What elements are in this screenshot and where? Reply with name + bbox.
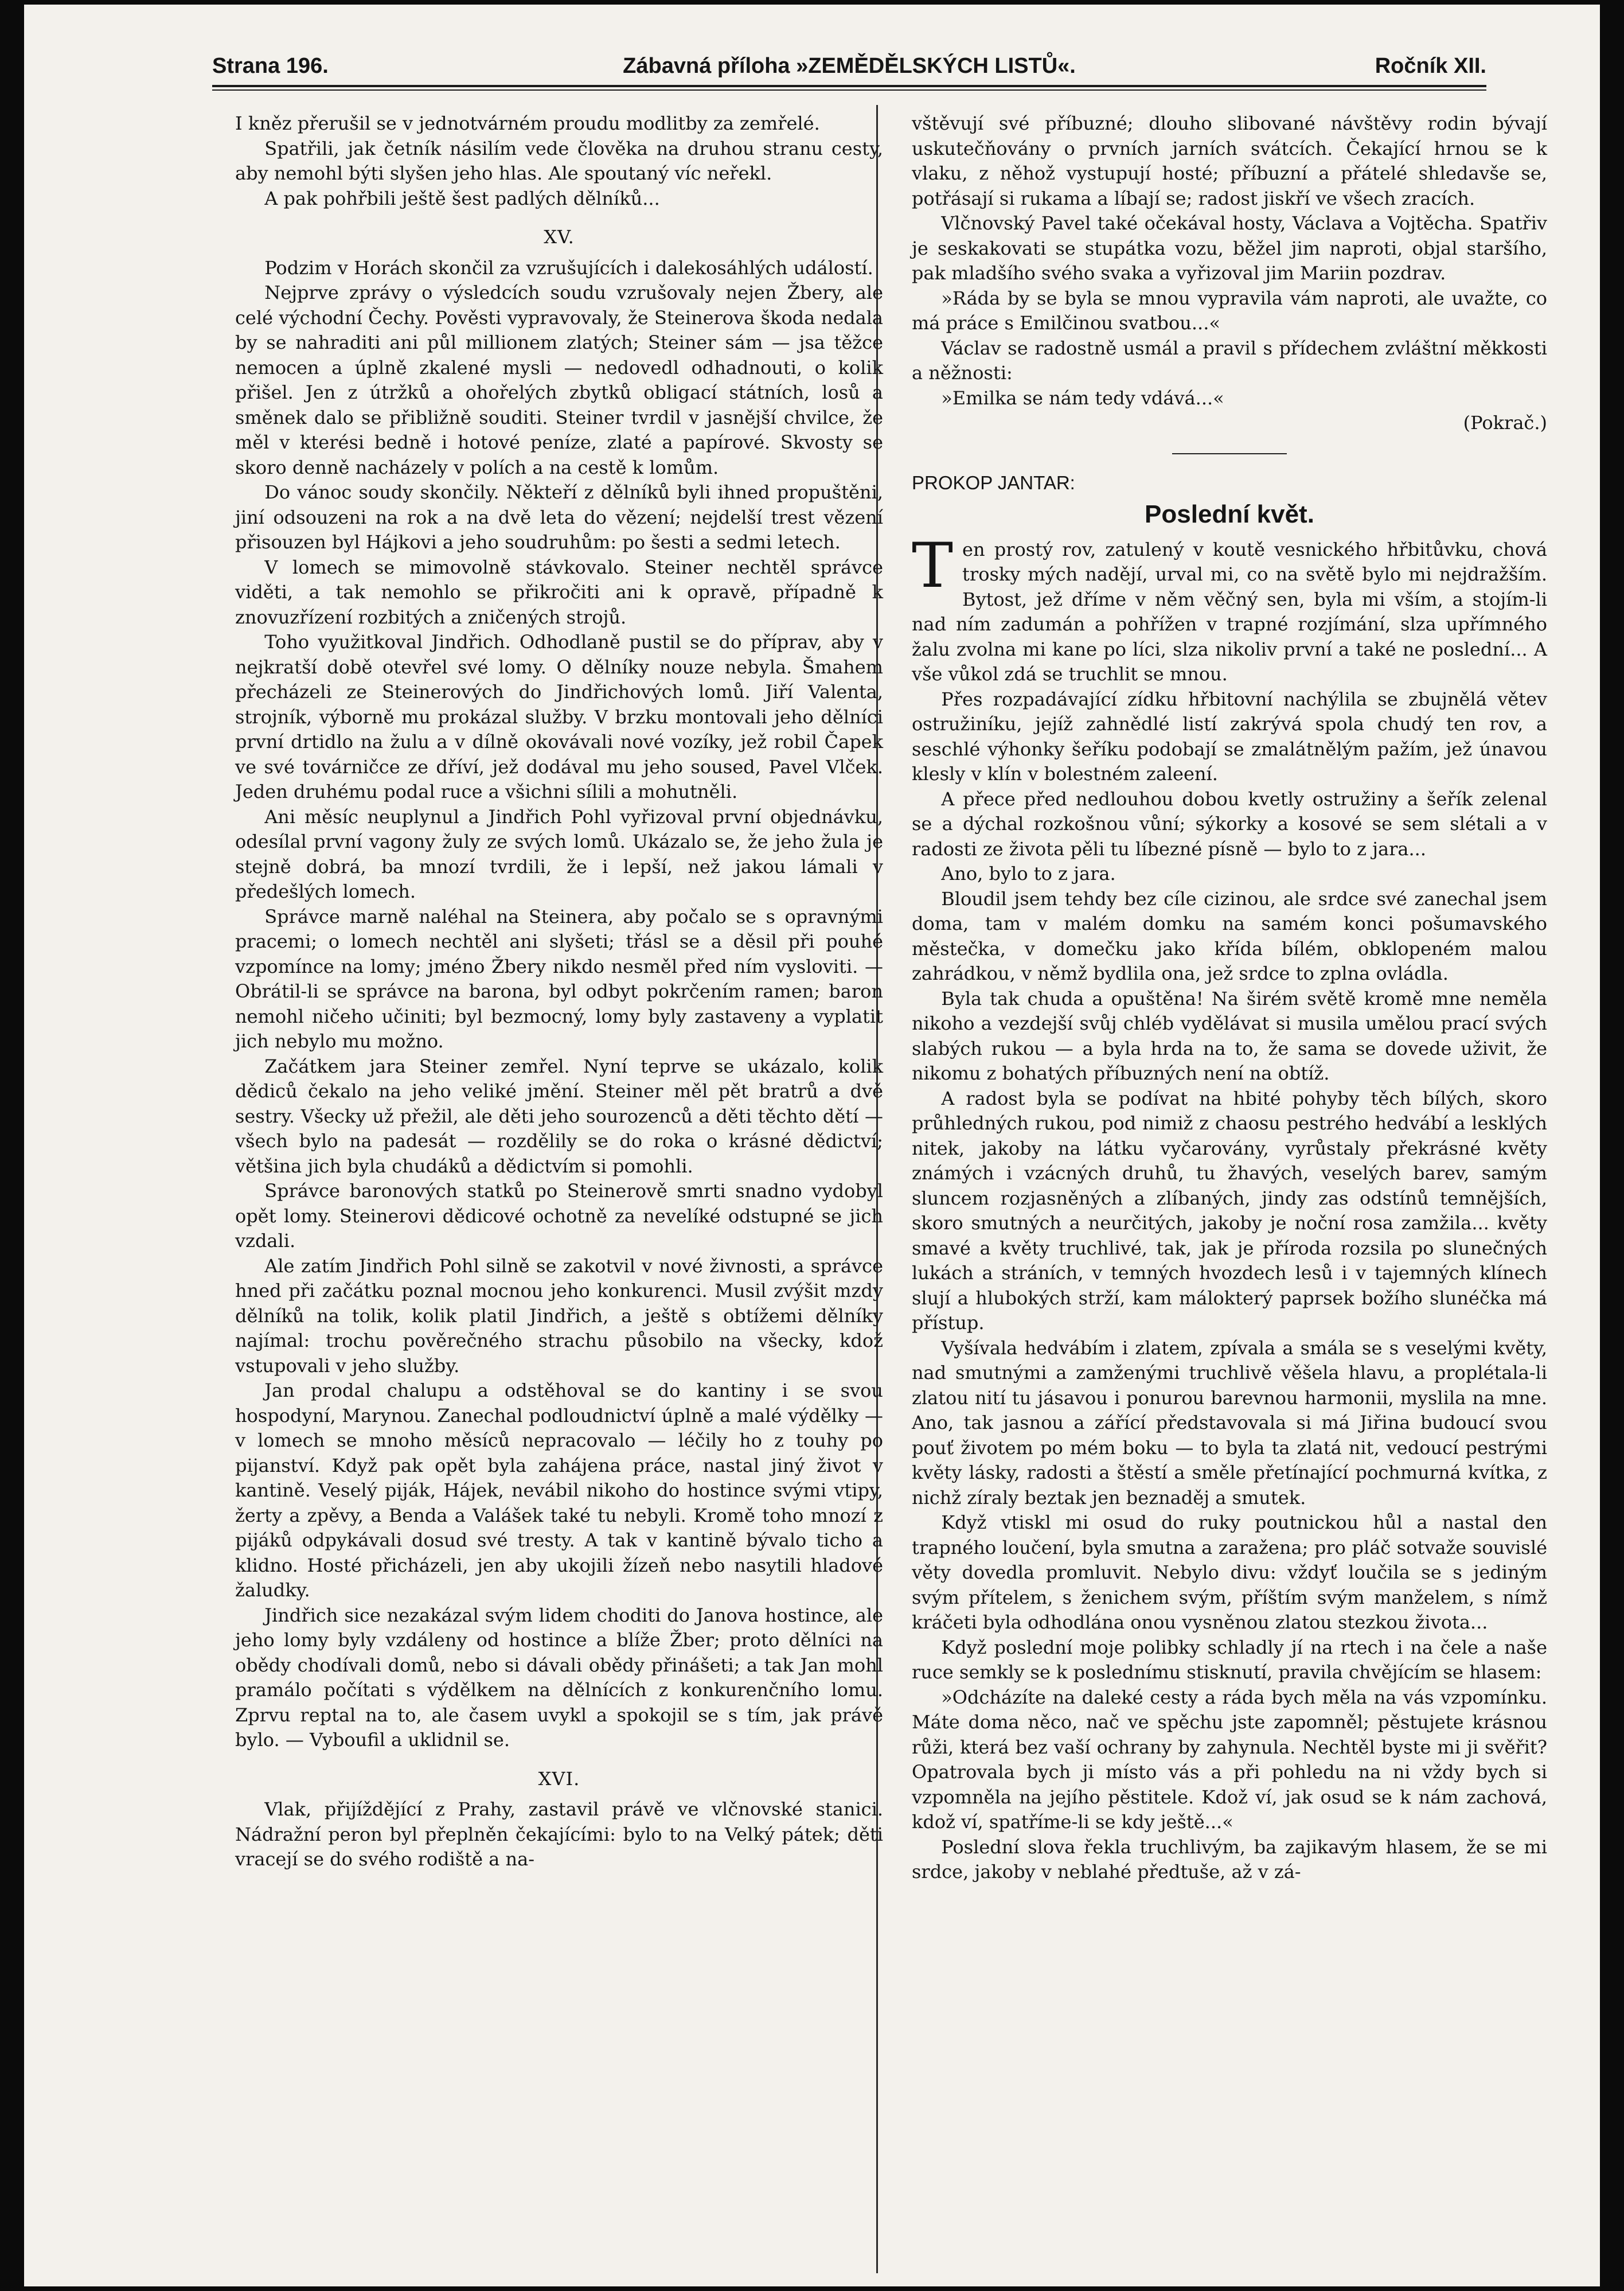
paragraph: »Ráda by se byla se mnou vypravila vám naproti, ale uvažte, co má práce s Emilčinou svatbou...« bbox=[912, 287, 1547, 334]
section-heading-xvi: XVI. bbox=[538, 1767, 580, 1790]
paragraph: »Odcházíte na daleké cesty a ráda bych měla na vás vzpomínku. Máte doma něco, nač ve spěchu jste zapomněl; pěstujete krásnou růži, která bez vaší ochrany by zahynula. Nechtěl byste mi ji svěřit? Opatrovala bych ji místo vás a při pohledu na ni vždy bych si vzpomněla na jejího pěstitele. Kdož ví, jak osud se k nám zachová, kdož ví, spatříme-li se kdy ještě...« bbox=[912, 1686, 1547, 1833]
paragraph: Spatřili, jak četník násilím vede člověka na druhou stranu cesty, aby nemohl býti slyšen jeho hlas. Ale spoutaný víc neřekl. bbox=[235, 137, 883, 184]
paragraph: Když vtiskl mi osud do ruky poutnickou hůl a nastal den trapného loučení, byla smutna a zaražena; pro pláč sotvaže souvislé věty dovedla promluvit. Nebylo divu: vždyť loučila se s jediným svým přítelem, s ženichem svým, příštím svým manželem, s nímž kráčeti byla odhodlána onou vysněnou zlatou stezkou života... bbox=[912, 1511, 1547, 1633]
paragraph: Ale zatím Jindřich Pohl silně se zakotvil v nové živnosti, a správce hned při začátku poznal mocnou jeho konkurenci. Musil zvýšit mzdy dělníků na tolik, kolik platil Jindřich, a ještě s obtížemi dělníky najímal: trochu pověrečného strachu působilo na všecky, kdož vstupovali v jeho služby. bbox=[235, 1254, 883, 1377]
paragraph: Nejprve zprávy o výsledcích soudu vzrušovaly nejen Žbery, ale celé východní Čechy. Pověsti vypravovaly, že Steinerova škoda nedala by se nahraditi ani půl millionem zlatých; Steiner sám — jsa těžce nemocen a úplně zkalené mysli — nedovedl odhadnouti, o kolik přišel. Jen z útržků a ohořelých zbytků obligací státních, losů a směnek dalo se přibližně souditi. Steiner tvrdil v jasnější chvilce, že měl v kterési bedně i hotové peníze, zlaté a papírové. Skvosty se skoro denně nacházely v polích a na cestě k lomům. bbox=[235, 282, 883, 478]
drop-cap: T bbox=[912, 529, 954, 602]
paragraph: Toho využitkoval Jindřich. Odhodlaně pustil se do příprav, aby v nejkratší době otevřel své lomy. O dělníky nouze nebyla. Šmahem přecházeli ze Steinerových do Jindřichových lomů. Jiří Valenta, strojník, výborně mu prokázal služby. V brzku montovali jeho dělníci první drtidlo na žulu a v dílně okovávali nové vozíky, jež robil Čapek ve své továrničce ze dříví, jež dodával mu jeho soused, Pavel Vlček. Jeden druhému podal ruce a všichni sílili a mohutněli. bbox=[235, 631, 883, 802]
paragraph: Do vánoc soudy skončily. Někteří z dělníků byli ihned propuštěni, jiní odsouzeni na rok a na dvě leta do vězení; nejdelší trest vězení přisouzen byl Hájkovi a jeho soudruhům: po šesti a sedmi letech. bbox=[235, 481, 883, 553]
paragraph: Vlčnovský Pavel také očekával hosty, Václava a Vojtěcha. Spatřiv je seskakovati se stupátka vozu, běžel jim naproti, objal staršího, pak mladšího svého svaka a vyřizoval jim Mariin pozdrav. bbox=[912, 212, 1547, 284]
story-author: PROKOP JANTAR: bbox=[912, 472, 1075, 493]
paragraph: Jindřich sice nezakázal svým lidem choditi do Janova hostince, ale jeho lomy byly vzdáleny od hostince a blíže Žber; proto dělníci na obědy chodívali domů, nebo si dávali obědy přinášeti; a tak Jan mohl pramálo počítati s výdělkem na dělnících z konkurenčního lomu. Zprvu reptal na to, ale časem uvykl a spokojil se s tím, jak právě bylo. — Vyboufil a uklidnil se. bbox=[235, 1604, 883, 1751]
paragraph: A pak pohřbili ještě šest padlých dělníků... bbox=[264, 187, 660, 209]
header-rule bbox=[212, 85, 1486, 87]
newspaper-page bbox=[24, 5, 1600, 2286]
story-title: Poslední květ. bbox=[1145, 500, 1314, 528]
header-rule-thin bbox=[212, 89, 1486, 91]
paragraph: V lomech se mimovolně stávkovalo. Steiner nechtěl správce viděti, a tak nemohlo se přikročiti ani k opravě, případně k znovuzřízení rozbitých a zničených strojů. bbox=[235, 556, 883, 628]
story-opening-paragraph bbox=[912, 529, 1547, 687]
paragraph: »Emilka se nám tedy vdává...« bbox=[941, 387, 1224, 409]
paragraph: Vlak, přijíždějící z Prahy, zastavil právě ve vlčnovské stanici. Nádražní peron byl přeplněn čekajícími: bylo to na Velký pátek; děti vracejí se do svého rodiště a na- bbox=[235, 1798, 883, 1870]
continuation-note: (Pokrač.) bbox=[1463, 412, 1547, 434]
paragraph: Správce marně naléhal na Steinera, aby počalo se s opravnými pracemi; o lomech nechtěl ani slyšeti; třásl se a děsil při pouhé vzpomínce na lomy; jméno Žbery nikdo nesměl před ním vysloviti. — Obrátil-li se správce na barona, byl odbyt pokrčením ramen; baron nemohl ničeho učiniti; byl bezmocný, lomy byly zastaveny a vyplatit jich nebylo mu možno. bbox=[235, 905, 883, 1052]
paragraph: Jan prodal chalupu a odstěhoval se do kantiny i se svou hospodyní, Marynou. Zanechal podloudnictví úplně a malé výdělky — v lomech se mnoho měsíců nepracovalo — léčily ho z touhy po pijanství. Když pak opět byla zahájena práce, nastal jiný život v kantině. Veselý piják, Hájek, nevábil nikoho do hostince svými vtipy, žerty a zpěvy, a Benda a Valášek také tu nebyli. Kromě toho mnozí z pijáků odpykávali dosud své tresty. A tak v kantině bývalo ticho a klidno. Hosté přicházeli, jen aby ukojili žízeň nebo nasytili hladové žaludky. bbox=[235, 1380, 883, 1601]
page-header bbox=[212, 54, 1486, 88]
supplement-title: Zábavná příloha »ZEMĚDĚLSKÝCH LISTŮ«. bbox=[623, 54, 1076, 78]
paragraph: Byla tak chuda a opuštěna! Na širém světě kromě mne neměla nikoho a vezdejší svůj chléb vydělávat si musila umělou prací svých slabých rukou — a byla hrda na to, že sama se dovede uživit, že nikomu z bohatých příbuzných není na obtíž. bbox=[912, 987, 1547, 1084]
paragraph: Bloudil jsem tehdy bez cíle cizinou, ale srdce své zanechal jsem doma, tam v malém domku na samém konci pošumavského městečka, v domečku jako křída bílém, obklopeném malou zahrádkou, v němž bydlila ona, jež srdce to zplna ovládla. bbox=[912, 887, 1547, 984]
paragraph: Václav se radostně usmál a pravil s přídechem zvláštní měkkosti a něžnosti: bbox=[912, 337, 1547, 384]
opening-text: en prostý rov, zatulený v koutě vesnického hřbitůvku, chová trosky mých nadějí, urval mi, co na světě bylo mi nejdražším. Bytost, jež dříme v něm věčný sen, byla mi vším, a stojím-li nad ním zadumán a pohřížen v trapné rozjímání, slza upřímného žalu zvolna mi kane po líci, slza nikoliv první a také ne poslední... A vše vůkol zdá se truchlit se mnou. bbox=[912, 538, 1547, 685]
section-heading-xv: XV. bbox=[544, 226, 575, 248]
page-number: Strana 196. bbox=[212, 54, 329, 78]
paragraph: Vyšívala hedvábím i zlatem, zpívala a smála se s veselými květy, nad smutnými a zamženými truchlivě věšela hlavu, a proplétala-li zlatou nití tu jásavou i ponurou barevnou harmonii, myslila na mne. Ano, tak jasnou a zářící představovala si má Jiřina budoucí svou pouť životem po mém boku — to byla ta zlatá nit, vedoucí pestrými květy lásky, radosti a štěstí a směle přetínající pochmurná kvítka, z nichž zíraly beztak jen beznaděj a smutek. bbox=[912, 1337, 1547, 1509]
paragraph: A radost byla se podívat na hbité pohyby těch bílých, skoro průhledných rukou, pod nimiž z chaosu pestrého hedvábí a lesklých nitek, jakoby na látku vyčarovány, vyrůstaly překrásné květy známých i vzácných druhů, tu žhavých, veselých barev, samým sluncem rozjasněných a zlíbaných, jindy zas odstínů temnějších, skoro smutných a neurčitých, jakoby je noční rosa zamžila... květy smavé a květy truchlivé, tak, jak je příroda rozsila po slunečných lukách a stráních, v temných hvozdech lesů i v tajemných klínech slují a hlubokých strží, kam málokterý paprsek božího slunéčka má přístup. bbox=[912, 1087, 1547, 1334]
paragraph: Správce baronových statků po Steinerově smrti snadno vydobyl opět lomy. Steinerovi dědicové ochotně za nevelíké odstupné se jich vzdali. bbox=[235, 1180, 883, 1252]
left-column bbox=[235, 111, 883, 1872]
right-column bbox=[912, 111, 1547, 1885]
story-separator bbox=[1172, 453, 1287, 454]
paragraph: Když poslední moje polibky schladly jí na rtech i na čele a naše ruce semkly se k poslednímu stisknutí, pravila chvějícím se hlasem: bbox=[912, 1636, 1547, 1683]
paragraph: Ani měsíc neuplynul a Jindřich Pohl vyřizoval první objednávku, odesílal první vagony žuly ze svých lomů. Ukázalo se, že jeho žula je stejně dobrá, ba mnozí tvrdili, že i lepší, než jakou lámali v předešlých lomech. bbox=[235, 805, 883, 902]
paragraph: Začátkem jara Steiner zemřel. Nyní teprve se ukázalo, kolik dědiců čekalo na jeho veliké jmění. Steiner měl pět bratrů a dvě sestry. Všecky už přežil, ale děti jeho sourozenců a děti těchto dětí — všech bylo na padesát — rozdělily se do roka o krásné dědictví; většina jich byla chudáků a dědictvím si pomohli. bbox=[235, 1055, 883, 1177]
paragraph: Přes rozpadávající zídku hřbitovní nachýlila se zbujnělá větev ostružiníku, jejíž zahnědlé listí zakrývá spola chudý ten rov, a seschlé výhonky šeříku podobají se zmalátnělým pažím, jež únavou klesly v klín v bolestném zaleení. bbox=[912, 688, 1547, 785]
paragraph: Podzim v Horách skončil za vzrušujících i dalekosáhlých událostí. bbox=[264, 256, 873, 279]
volume-label: Ročník XII. bbox=[1375, 54, 1486, 78]
paragraph: vštěvují své příbuzné; dlouho slibované návštěvy rodin bývají uskutečňovány o prvních jarních svátcích. Čekající hrnou se k vlaku, z něhož vystupují hosté; příbuzní a přátelé shledavše se, potřásají si rukama a líbají se; radost jiskří ve všech zracích. bbox=[912, 112, 1547, 209]
paragraph: I kněz přerušil se v jednotvárném proudu modlitby za zemřelé. bbox=[235, 112, 820, 134]
paragraph: A přece před nedlouhou dobou kvetly ostružiny a šeřík zelenal se a dýchal rozkošnou vůní; sýkorky a kosové se sem slétali a v radosti ze života pěli tu líbezné písně — bylo to z jara... bbox=[912, 788, 1547, 860]
paragraph: Ano, bylo to z jara. bbox=[941, 863, 1116, 885]
paragraph: Poslední slova řekla truchlivým, ba zajikavým hlasem, že se mi srdce, jakoby v neblahé předtuše, až v zá- bbox=[912, 1836, 1547, 1883]
